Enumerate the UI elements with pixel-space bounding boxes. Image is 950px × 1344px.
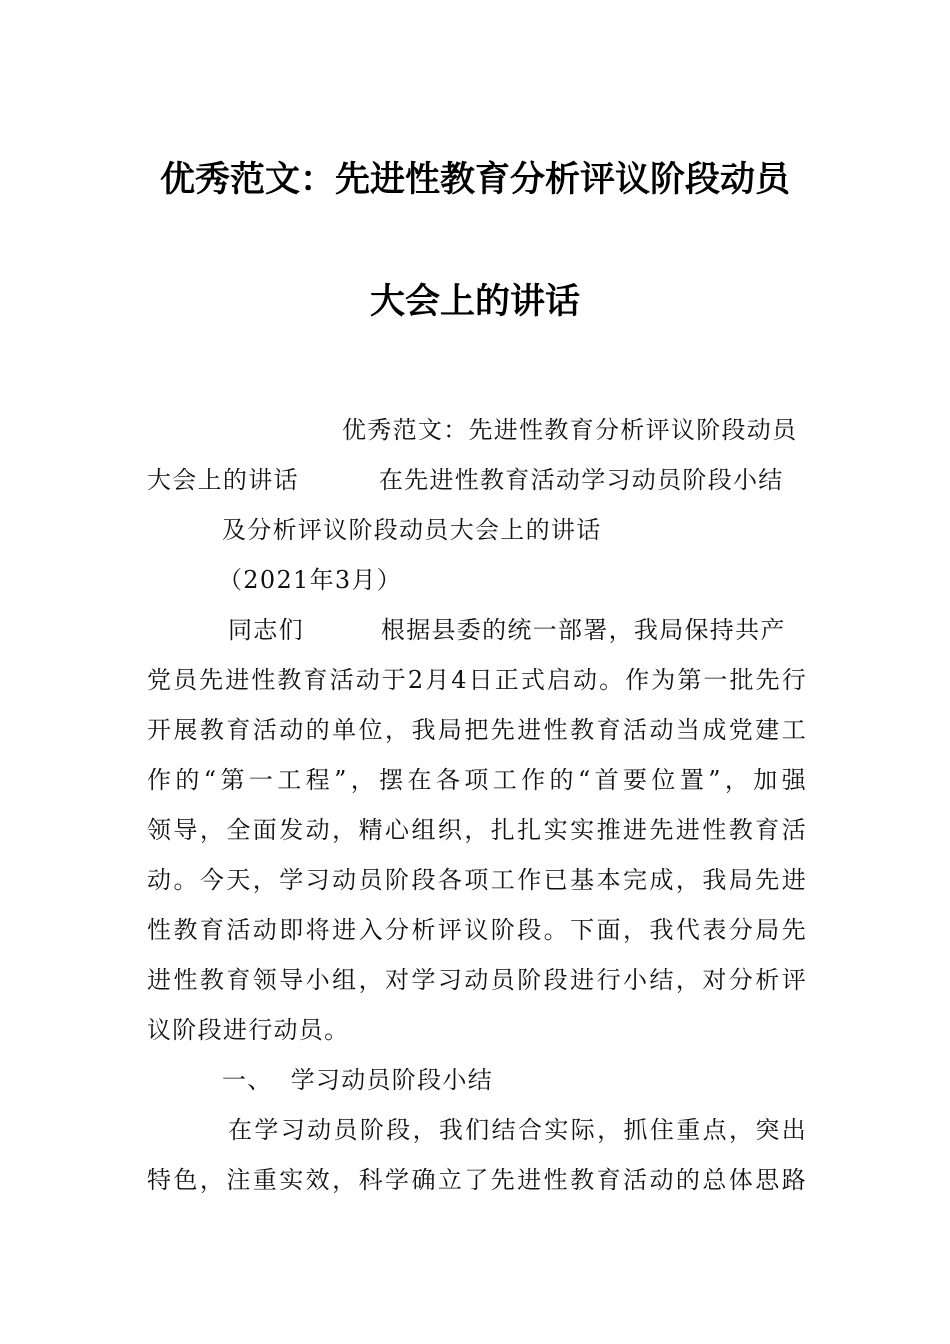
paragraph-1-line-2: 党员先进性教育活动于2月4日正式启动。作为第一批先行: [147, 666, 807, 694]
section-1-heading: [222, 1065, 622, 1095]
paragraph-1-line-5: 领导，全面发动，精心组织，扎扎实实推进先进性教育活: [147, 816, 807, 844]
intro-line-2: [147, 465, 807, 495]
paragraph-1-line-8: 进性教育领导小组，对学习动员阶段进行小结，对分析评: [147, 966, 807, 994]
intro-line-3: 及分析评议阶段动员大会上的讲话: [222, 516, 602, 544]
paragraph-1-line-7: 性教育活动即将进入分析评议阶段。下面，我代表分局先: [147, 916, 807, 944]
title-line-2: 大会上的讲话: [369, 282, 580, 322]
date-line: （2021年3月）: [218, 566, 403, 594]
paragraph-1-line-4: 作的“第一工程”，摆在各项工作的“首要位置”，加强: [147, 766, 807, 794]
greeting-line: [228, 615, 807, 645]
intro-line-1: 优秀范文：先进性教育分析评议阶段动员: [342, 416, 798, 444]
section-1-number: 一、: [222, 1066, 273, 1094]
paragraph-1-line-3: 开展教育活动的单位，我局把先进性教育活动当成党建工: [147, 716, 807, 744]
paragraph-1-line-9: 议阶段进行动员。: [147, 1016, 350, 1044]
title-line-1: 优秀范文：先进性教育分析评议阶段动员: [159, 160, 790, 200]
intro-line-2-part-a: 大会上的讲话: [147, 466, 299, 494]
section-1-title: 学习动员阶段小结: [290, 1066, 494, 1094]
paragraph-1-line-1: 根据县委的统一部署，我局保持共产: [380, 616, 786, 644]
greeting: 同志们: [228, 616, 304, 644]
paragraph-2-line-1: 在学习动员阶段，我们结合实际，抓住重点，突出: [228, 1116, 807, 1144]
paragraph-2-line-2: 特色，注重实效，科学确立了先进性教育活动的总体思路: [147, 1166, 807, 1194]
paragraph-1-line-6: 动。今天，学习动员阶段各项工作已基本完成，我局先进: [147, 866, 807, 894]
intro-line-2-part-b: 在先进性教育活动学习动员阶段小结: [378, 466, 784, 494]
